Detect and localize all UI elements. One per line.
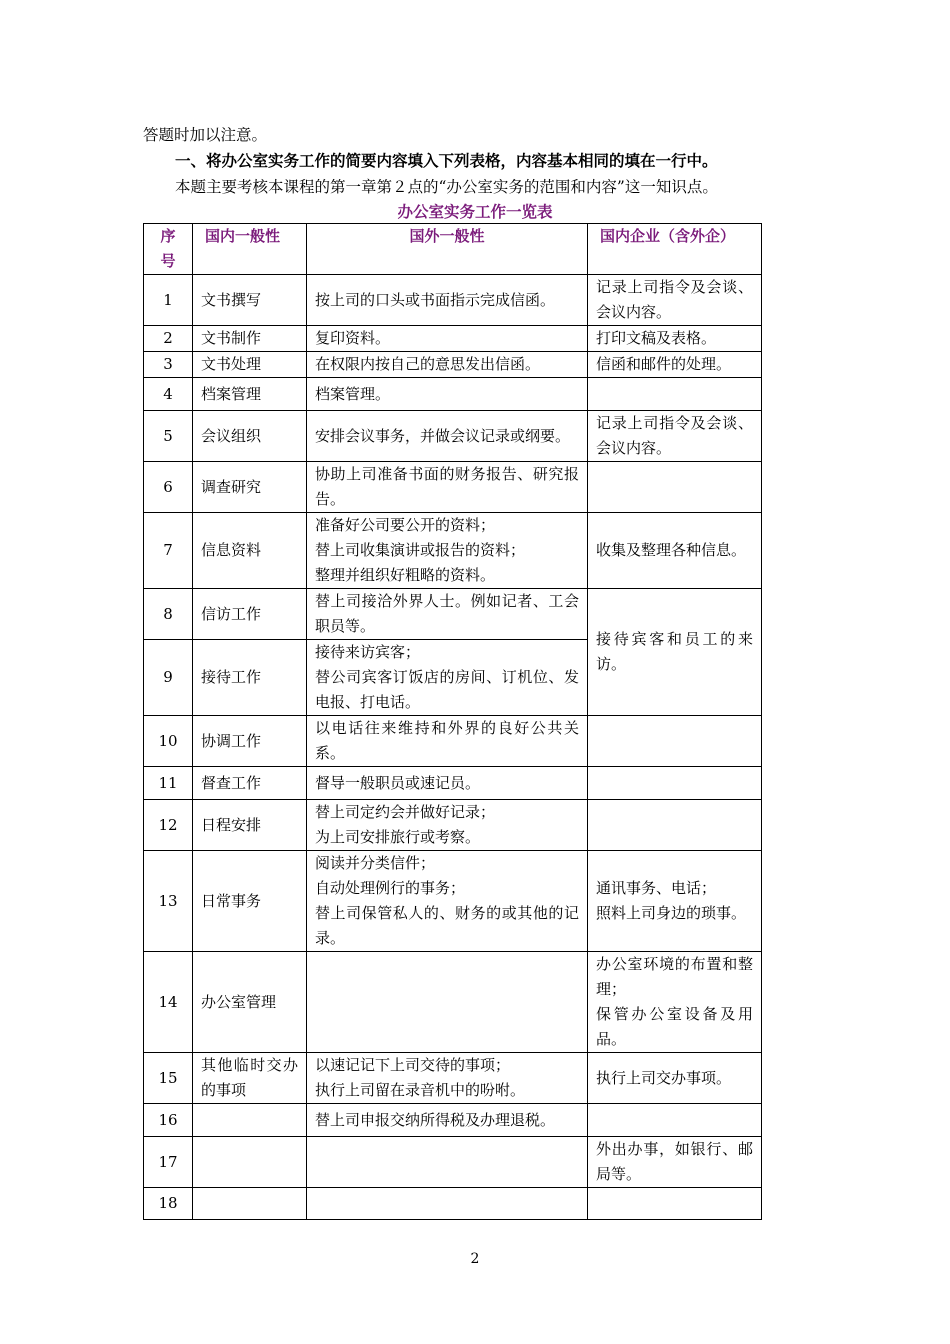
table-row (144, 462, 762, 513)
cell-foreign-text: 为上司安排旅行或考察。 (315, 828, 481, 846)
cell-enterprise-text: 记录上司指令及会谈、会议内容。 (596, 414, 753, 457)
cell-enterprise (588, 1053, 762, 1104)
cell-enterprise (588, 513, 762, 589)
cell-foreign (307, 513, 588, 589)
header-enterprise: 国内企业（含外企） (588, 224, 762, 275)
row-number: 7 (144, 513, 193, 589)
cell-domestic (193, 1104, 307, 1137)
table-row (144, 952, 762, 1053)
cell-domestic (193, 378, 307, 411)
cell-domestic (193, 589, 307, 640)
cell-enterprise (588, 589, 762, 716)
cell-foreign (307, 1137, 588, 1188)
cell-domestic (193, 1053, 307, 1104)
header-foreign: 国外一般性 (307, 224, 588, 275)
cell-enterprise-text: 收集及整理各种信息。 (596, 541, 747, 559)
cell-foreign-text: 在权限内按自己的意思发出信函。 (315, 355, 541, 373)
row-number: 17 (144, 1137, 193, 1188)
cell-enterprise (588, 851, 762, 952)
cell-foreign-text: 以电话往来维持和外界的良好公共关系。 (315, 719, 579, 762)
row-number: 9 (144, 640, 193, 716)
row-number: 18 (144, 1188, 193, 1220)
cell-foreign-text: 档案管理。 (315, 384, 391, 403)
cell-foreign-text: 替公司宾客订饭店的房间、订机位、发电报、打电话。 (315, 668, 579, 711)
row-number: 13 (144, 851, 193, 952)
row-number: 3 (144, 352, 193, 378)
cell-foreign (307, 462, 588, 513)
cell-enterprise (588, 275, 762, 326)
cell-foreign-text: 整理并组织好粗略的资料。 (315, 566, 496, 584)
page-number: 2 (470, 1251, 480, 1267)
cell-foreign-text: 阅读并分类信件； (315, 854, 436, 872)
cell-domestic (193, 952, 307, 1053)
cell-enterprise (588, 1188, 762, 1220)
question-heading: 一、将办公室实务工作的简要内容填入下列表格，内容基本相同的填在一行中。 (175, 152, 718, 170)
row-number: 11 (144, 767, 193, 800)
cell-foreign (307, 952, 588, 1053)
row-number: 8 (144, 589, 193, 640)
cell-foreign (307, 275, 588, 326)
cell-foreign-text: 替上司定约会并做好记录； (315, 803, 496, 821)
cell-enterprise (588, 1137, 762, 1188)
cell-domestic-text: 信访工作 (201, 604, 262, 623)
cell-domestic-text: 日常事务 (201, 891, 262, 910)
cell-enterprise (588, 767, 762, 800)
cell-foreign (307, 1188, 588, 1220)
cell-domestic (193, 767, 307, 800)
cell-domestic-text: 协调工作 (201, 731, 262, 750)
cell-foreign-text: 协助上司准备书面的财务报告、研究报告。 (315, 465, 579, 508)
cell-domestic (193, 326, 307, 352)
cell-foreign-text: 以速记记下上司交待的事项； (315, 1056, 511, 1074)
cell-domestic (193, 513, 307, 589)
cell-foreign-text: 准备好公司要公开的资料； (315, 516, 496, 534)
cell-domestic-text: 日程安排 (201, 815, 262, 834)
cell-foreign (307, 352, 588, 378)
cell-enterprise (588, 378, 762, 411)
cell-foreign-text: 复印资料。 (315, 329, 391, 347)
cell-enterprise-text: 信函和邮件的处理。 (596, 355, 732, 373)
table-row (144, 1053, 762, 1104)
question-note: 本题主要考核本课程的第一章第２点的“办公室实务的范围和内容”这一知识点。 (175, 178, 718, 196)
cell-foreign (307, 326, 588, 352)
cell-foreign-text: 督导一般职员或速记员。 (315, 773, 481, 792)
cell-foreign-text: 替上司接洽外界人士。例如记者、工会职员等。 (315, 592, 579, 635)
row-number: 14 (144, 952, 193, 1053)
cell-enterprise-text: 通讯事务、电话； (596, 879, 717, 897)
table-row (144, 800, 762, 851)
cell-domestic (193, 275, 307, 326)
office-work-table (143, 223, 762, 1220)
row-number: 6 (144, 462, 193, 513)
cell-enterprise-text: 打印文稿及表格。 (596, 329, 717, 347)
cell-enterprise-text: 记录上司指令及会谈、会议内容。 (596, 278, 753, 321)
cell-enterprise-text: 保管办公室设备及用品。 (596, 1005, 753, 1048)
cell-domestic (193, 352, 307, 378)
cell-enterprise-text: 接待宾客和员工的来访。 (596, 630, 753, 673)
table-row (144, 411, 762, 462)
cell-foreign (307, 1053, 588, 1104)
cell-domestic (193, 1188, 307, 1220)
table-row (144, 1188, 762, 1220)
cell-enterprise-text: 外出办事，如银行、邮局等。 (596, 1140, 753, 1183)
cell-foreign-text: 替上司收集演讲或报告的资料； (315, 541, 526, 559)
cell-domestic (193, 851, 307, 952)
cell-foreign (307, 411, 588, 462)
row-number: 4 (144, 378, 193, 411)
cell-enterprise (588, 411, 762, 462)
row-number: 16 (144, 1104, 193, 1137)
cell-enterprise (588, 1104, 762, 1137)
cell-foreign-text: 执行上司留在录音机中的吩咐。 (315, 1081, 526, 1099)
cell-foreign-text: 按上司的口头或书面指示完成信函。 (315, 290, 556, 309)
table-row (144, 378, 762, 411)
table-row (144, 767, 762, 800)
row-number: 10 (144, 716, 193, 767)
cell-foreign-text: 接待来访宾客； (315, 643, 421, 661)
cell-domestic-text: 办公室管理 (201, 992, 277, 1011)
cell-domestic-text: 调查研究 (201, 477, 262, 496)
cell-enterprise (588, 716, 762, 767)
cell-domestic-text: 档案管理 (201, 384, 262, 403)
cell-enterprise-text: 照料上司身边的琐事。 (596, 904, 747, 922)
cell-enterprise (588, 462, 762, 513)
cell-foreign (307, 716, 588, 767)
table-row (144, 716, 762, 767)
table-header-row (144, 224, 762, 275)
cell-foreign (307, 589, 588, 640)
row-number: 15 (144, 1053, 193, 1104)
cell-domestic (193, 800, 307, 851)
cell-domestic-text: 督查工作 (201, 773, 262, 792)
intro-line-1: 答题时加以注意。 (143, 126, 268, 144)
cell-enterprise-text: 办公室环境的布置和整理； (596, 955, 753, 998)
header-domestic: 国内一般性 (193, 224, 307, 275)
cell-foreign-text: 自动处理例行的事务； (315, 879, 466, 897)
cell-foreign (307, 640, 588, 716)
cell-domestic (193, 640, 307, 716)
header-seq: 序 号 (144, 224, 193, 275)
table-row (144, 1137, 762, 1188)
table-row (144, 326, 762, 352)
cell-domestic-text: 文书制作 (201, 329, 262, 347)
cell-domestic-text: 文书撰写 (201, 290, 262, 309)
cell-foreign-text: 安排会议事务，并做会议记录或纲要。 (315, 426, 571, 445)
table-row (144, 1104, 762, 1137)
cell-foreign (307, 767, 588, 800)
table-row (144, 513, 762, 589)
table-row (144, 275, 762, 326)
cell-foreign (307, 800, 588, 851)
cell-domestic-text: 会议组织 (201, 426, 262, 445)
table-title: 办公室实务工作一览表 (397, 203, 553, 221)
cell-foreign (307, 1104, 588, 1137)
cell-foreign-text: 替上司申报交纳所得税及办理退税。 (315, 1110, 556, 1129)
cell-foreign (307, 851, 588, 952)
cell-enterprise (588, 352, 762, 378)
row-number: 2 (144, 326, 193, 352)
cell-domestic (193, 411, 307, 462)
cell-domestic-text: 其他临时交办的事项 (201, 1056, 298, 1099)
row-number: 1 (144, 275, 193, 326)
cell-domestic (193, 462, 307, 513)
cell-foreign-text: 替上司保管私人的、财务的或其他的记录。 (315, 904, 579, 947)
row-number: 5 (144, 411, 193, 462)
cell-domestic (193, 716, 307, 767)
cell-enterprise (588, 800, 762, 851)
table-row (144, 589, 762, 640)
cell-enterprise-text: 执行上司交办事项。 (596, 1068, 732, 1087)
cell-enterprise (588, 326, 762, 352)
cell-domestic-text: 接待工作 (201, 668, 262, 686)
cell-domestic-text: 文书处理 (201, 355, 262, 373)
table-row (144, 851, 762, 952)
cell-domestic (193, 1137, 307, 1188)
cell-domestic-text: 信息资料 (201, 541, 262, 559)
row-number: 12 (144, 800, 193, 851)
table-row (144, 352, 762, 378)
cell-foreign (307, 378, 588, 411)
cell-enterprise (588, 952, 762, 1053)
